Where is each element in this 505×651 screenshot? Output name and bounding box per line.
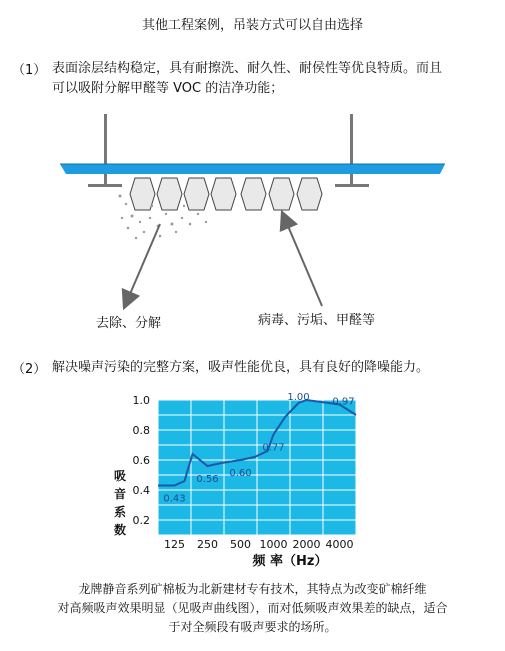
hanger-foot-left <box>88 184 122 187</box>
x-tick-label: 1000 <box>259 538 288 551</box>
x-tick-label: 2000 <box>292 538 321 551</box>
caption-line-1: 龙牌静音系列矿棉板为北新建材专有技术，其特点为改变矿棉纤维 <box>78 582 427 596</box>
particles <box>130 178 322 210</box>
label-removal: 去除、分解 <box>96 316 162 331</box>
y-axis-label-char: 系 <box>113 505 127 519</box>
caption-line-3: 于对全频段有吸声要求的场所。 <box>168 620 337 634</box>
point-1-number: （1） <box>12 63 47 78</box>
point-1-line-1: 表面涂层结构稳定，具有耐擦洗、耐久性、耐侯性等优良特质。而且 <box>52 61 443 76</box>
arrow-removal <box>127 224 160 301</box>
y-tick-label: 0.2 <box>132 514 150 527</box>
x-axis-label: 频 率（Hz） <box>252 554 328 569</box>
particle <box>269 178 294 210</box>
caption-line-2: 对高频吸声效果明显（见吸声曲线图），而对低频吸声效果差的缺点，适合 <box>57 601 448 615</box>
x-tick-labels <box>164 538 354 551</box>
x-tick-label: 125 <box>164 538 185 551</box>
y-tick-label: 0.6 <box>132 454 150 467</box>
point-2-number: （2） <box>12 362 47 377</box>
point-2-text: 解决噪声污染的完整方案，吸声性能优良，具有良好的降噪能力。 <box>52 360 430 375</box>
particle <box>211 178 236 210</box>
data-label: 0.77 <box>262 442 285 454</box>
arrow-pollutants <box>285 219 322 306</box>
y-axis-label-char: 吸 <box>113 469 127 483</box>
particle <box>241 178 266 210</box>
hanger-foot-right <box>335 184 369 187</box>
particle <box>184 178 209 210</box>
point-1-line-2: 可以吸附分解甲醛等 VOC 的洁净功能； <box>52 81 284 96</box>
y-tick-label: 1.0 <box>132 394 150 407</box>
page-heading: 其他工程案例，吊装方式可以自由选择 <box>141 18 363 33</box>
data-label: 0.56 <box>196 474 219 485</box>
caption <box>0 580 505 637</box>
data-label: 0.97 <box>332 396 355 408</box>
particle <box>157 178 182 210</box>
label-pollutants: 病毒、污垢、甲醛等 <box>258 313 376 328</box>
y-axis-label-char: 音 <box>113 487 127 501</box>
ceiling-purification-diagram <box>0 106 505 346</box>
y-tick-label: 0.4 <box>132 484 150 497</box>
x-tick-label: 250 <box>197 538 218 551</box>
y-tick-label: 0.8 <box>132 424 150 437</box>
particle <box>297 178 322 210</box>
data-label: 0.60 <box>229 468 252 479</box>
absorption-chart <box>110 385 380 575</box>
ceiling-panel <box>60 164 445 174</box>
y-axis-label-char: 数 <box>113 523 127 537</box>
data-label: 0.43 <box>163 493 186 505</box>
x-tick-label: 500 <box>230 538 251 551</box>
x-tick-label: 4000 <box>325 538 354 551</box>
data-label: 1.00 <box>287 392 310 403</box>
y-axis-label <box>114 469 126 537</box>
y-tick-labels <box>133 394 151 527</box>
